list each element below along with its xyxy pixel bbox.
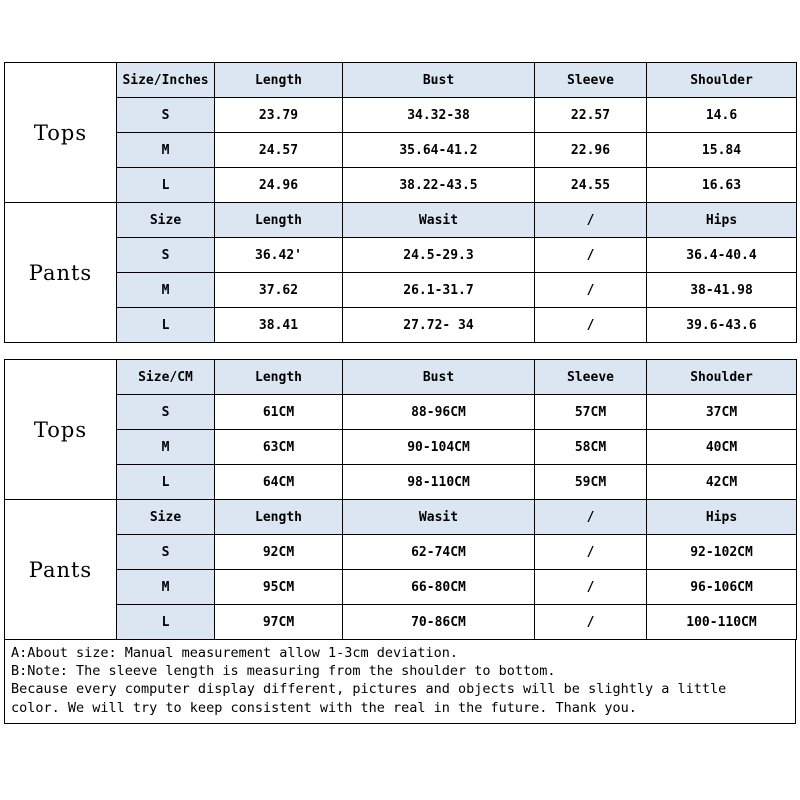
cell-length: 24.96 <box>215 168 343 203</box>
cell-shoulder: 42CM <box>647 465 797 500</box>
column-header-length: Length <box>215 203 343 238</box>
cell-hips: 38-41.98 <box>647 273 797 308</box>
table-row <box>5 168 797 203</box>
cell-sleeve: 22.96 <box>535 133 647 168</box>
cell-size: M <box>117 570 215 605</box>
cell-shoulder: 14.6 <box>647 98 797 133</box>
cell-size: L <box>117 465 215 500</box>
cell-waist: 70-86CM <box>343 605 535 640</box>
table-header-row <box>5 360 797 395</box>
column-header-length: Length <box>215 500 343 535</box>
cell-shoulder: 15.84 <box>647 133 797 168</box>
cell-length: 97CM <box>215 605 343 640</box>
cell-bust: 88-96CM <box>343 395 535 430</box>
table-header-row <box>5 203 797 238</box>
column-header-shoulder: Shoulder <box>647 360 797 395</box>
cell-length: 38.41 <box>215 308 343 343</box>
table-row <box>5 273 797 308</box>
table-header-row <box>5 63 797 98</box>
cell-bust: 38.22-43.5 <box>343 168 535 203</box>
cell-waist: 27.72- 34 <box>343 308 535 343</box>
cell-blank: / <box>535 308 647 343</box>
cell-length: 64CM <box>215 465 343 500</box>
cell-sleeve: 22.57 <box>535 98 647 133</box>
column-header-hips: Hips <box>647 203 797 238</box>
category-label-tops: Tops <box>5 360 117 500</box>
category-label-pants: Pants <box>5 500 117 640</box>
column-header-size: Size <box>117 500 215 535</box>
cell-bust: 98-110CM <box>343 465 535 500</box>
table-row <box>5 465 797 500</box>
cell-waist: 66-80CM <box>343 570 535 605</box>
cell-size: M <box>117 273 215 308</box>
column-header-size: Size/CM <box>117 360 215 395</box>
column-header-length: Length <box>215 63 343 98</box>
cell-length: 63CM <box>215 430 343 465</box>
cell-waist: 26.1-31.7 <box>343 273 535 308</box>
cell-blank: / <box>535 605 647 640</box>
cell-hips: 36.4-40.4 <box>647 238 797 273</box>
cell-length: 61CM <box>215 395 343 430</box>
note-line-b: B:Note: The sleeve length is measuring from the shoulder to bottom. <box>11 663 556 680</box>
table-row <box>5 605 797 640</box>
note-line-d: color. We will try to keep consistent with the real in the future. Thank you. <box>11 699 637 716</box>
cell-bust: 35.64-41.2 <box>343 133 535 168</box>
category-label-tops: Tops <box>5 63 117 203</box>
cell-waist: 62-74CM <box>343 535 535 570</box>
column-header-hips: Hips <box>647 500 797 535</box>
table-row <box>5 308 797 343</box>
cell-length: 95CM <box>215 570 343 605</box>
cell-sleeve: 24.55 <box>535 168 647 203</box>
cell-blank: / <box>535 238 647 273</box>
cell-blank: / <box>535 570 647 605</box>
size-table-cm <box>4 359 797 640</box>
cell-shoulder: 40CM <box>647 430 797 465</box>
cell-blank: / <box>535 273 647 308</box>
cell-length: 24.57 <box>215 133 343 168</box>
table-row <box>5 570 797 605</box>
cell-length: 36.42' <box>215 238 343 273</box>
size-table-inches <box>4 62 797 343</box>
cell-shoulder: 16.63 <box>647 168 797 203</box>
table-row <box>5 98 797 133</box>
cell-length: 23.79 <box>215 98 343 133</box>
cell-hips: 92-102CM <box>647 535 797 570</box>
cell-size: L <box>117 308 215 343</box>
cell-length: 92CM <box>215 535 343 570</box>
cell-hips: 39.6-43.6 <box>647 308 797 343</box>
notes-block <box>4 640 796 724</box>
note-line-c: Because every computer display different, pictures and objects will be slightly a little <box>11 681 727 698</box>
cell-size: L <box>117 605 215 640</box>
table-divider <box>4 343 796 359</box>
cell-blank: / <box>535 535 647 570</box>
cell-sleeve: 59CM <box>535 465 647 500</box>
column-header-blank: / <box>535 500 647 535</box>
column-header-sleeve: Sleeve <box>535 360 647 395</box>
table-row <box>5 535 797 570</box>
cell-bust: 90-104CM <box>343 430 535 465</box>
table-header-row <box>5 500 797 535</box>
cell-length: 37.62 <box>215 273 343 308</box>
cell-sleeve: 57CM <box>535 395 647 430</box>
column-header-size: Size <box>117 203 215 238</box>
table-row <box>5 133 797 168</box>
column-header-sleeve: Sleeve <box>535 63 647 98</box>
column-header-blank: / <box>535 203 647 238</box>
cell-size: S <box>117 395 215 430</box>
table-row <box>5 395 797 430</box>
cell-size: L <box>117 168 215 203</box>
category-label-pants: Pants <box>5 203 117 343</box>
cell-size: S <box>117 238 215 273</box>
cell-hips: 96-106CM <box>647 570 797 605</box>
column-header-waist: Wasit <box>343 500 535 535</box>
note-line-a: A:About size: Manual measurement allow 1-3cm deviation. <box>11 645 459 661</box>
cell-hips: 100-110CM <box>647 605 797 640</box>
column-header-size: Size/Inches <box>117 63 215 98</box>
column-header-bust: Bust <box>343 360 535 395</box>
table-row <box>5 238 797 273</box>
column-header-length: Length <box>215 360 343 395</box>
column-header-shoulder: Shoulder <box>647 63 797 98</box>
cell-waist: 24.5-29.3 <box>343 238 535 273</box>
cell-sleeve: 58CM <box>535 430 647 465</box>
table-row <box>5 430 797 465</box>
cell-size: M <box>117 430 215 465</box>
cell-shoulder: 37CM <box>647 395 797 430</box>
cell-size: S <box>117 98 215 133</box>
size-charts-container <box>4 62 796 724</box>
column-header-bust: Bust <box>343 63 535 98</box>
cell-size: M <box>117 133 215 168</box>
cell-size: S <box>117 535 215 570</box>
column-header-waist: Wasit <box>343 203 535 238</box>
cell-bust: 34.32-38 <box>343 98 535 133</box>
